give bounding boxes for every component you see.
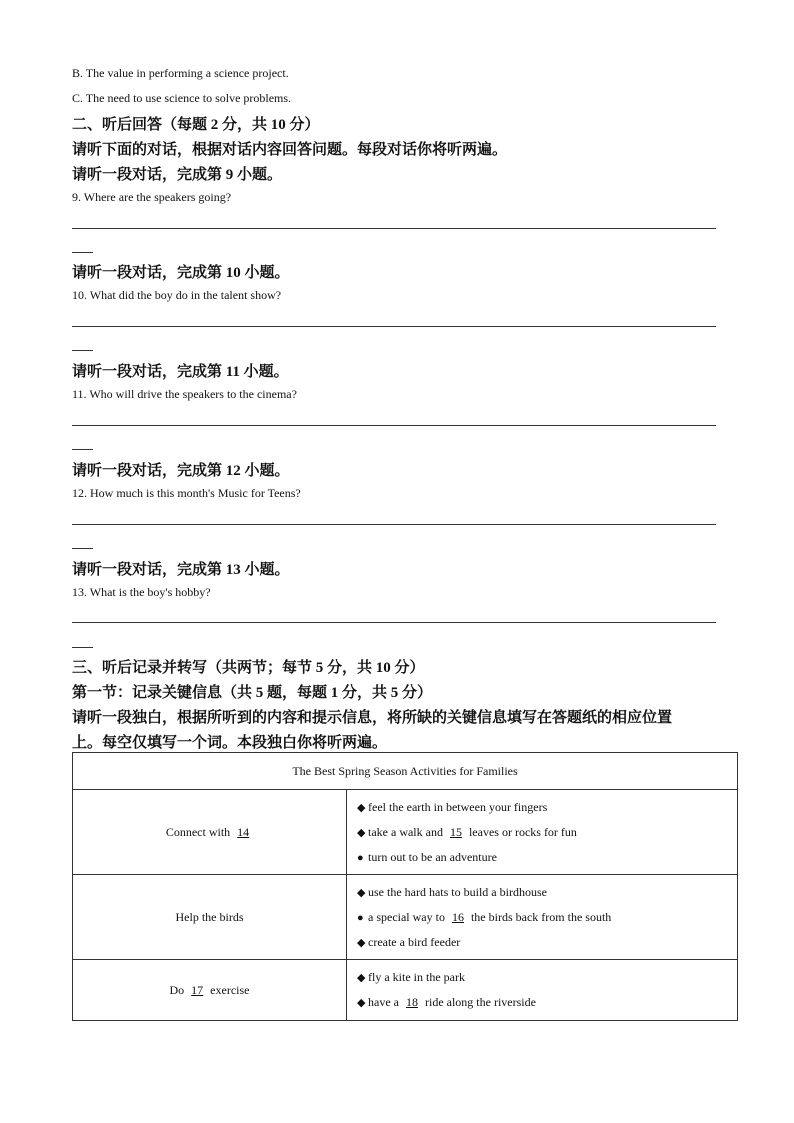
table-title: The Best Spring Season Activities for Families xyxy=(73,753,738,790)
answer-line-end xyxy=(72,350,93,351)
bullet-item: ◆ create a bird feeder xyxy=(357,930,737,955)
bullet-item: ● a special way to 16 the birds back from the south xyxy=(357,905,737,930)
option-c: C. The need to use science to solve problems. xyxy=(72,91,292,105)
details-cell xyxy=(347,875,738,960)
answer-line-end xyxy=(72,252,93,253)
bullet-item: ◆ use the hard hats to build a birdhouse xyxy=(357,880,737,905)
activity-cell: Do 17 exercise xyxy=(73,960,347,1021)
answer-line-end xyxy=(72,449,93,450)
diamond-bullet-icon: ◆ xyxy=(357,972,366,984)
part3-heading: 三、听后记录并转写（共两节；每节 5 分，共 10 分） xyxy=(72,660,425,676)
activity-cell: Connect with 14 xyxy=(73,790,347,875)
diamond-bullet-icon: ◆ xyxy=(357,886,366,899)
table-row xyxy=(73,875,738,960)
question-prompt: 请听一段对话，完成第 10 小题。 xyxy=(72,265,290,281)
section1-heading: 第一节：记录关键信息（共 5 题，每题 1 分，共 5 分） xyxy=(72,685,433,701)
question-text: 11. Who will drive the speakers to the cinema? xyxy=(72,387,297,401)
blank-14[interactable]: 14 xyxy=(237,824,250,839)
diamond-bullet-icon: ◆ xyxy=(357,936,366,949)
answer-line-end xyxy=(72,647,93,648)
part3-instruction-line1: 请听一段独白，根据所听到的内容和提示信息，将所缺的关键信息填写在答题纸的相应位置 xyxy=(72,710,673,726)
diamond-bullet-icon: ◆ xyxy=(357,801,366,814)
question-prompt: 请听一段对话，完成第 11 小题。 xyxy=(72,364,289,380)
question-prompt: 请听一段对话，完成第 13 小题。 xyxy=(72,562,290,578)
circle-bullet-icon: ● xyxy=(357,851,364,864)
question-text: 9. Where are the speakers going? xyxy=(72,190,232,204)
part2-heading: 二、听后回答（每题 2 分，共 10 分） xyxy=(72,117,320,133)
table-row xyxy=(73,960,738,1021)
bullet-item: ◆ fly a kite in the park xyxy=(357,965,737,990)
table-row xyxy=(73,790,738,875)
question-text: 10. What did the boy do in the talent show? xyxy=(72,288,282,302)
bullet-item: ◆ take a walk and 15 leaves or rocks for fun xyxy=(357,820,737,845)
part3-instruction-line2: 上。每空仅填写一个词。本段独白你将听两遍。 xyxy=(72,735,388,751)
key-info-table xyxy=(72,752,738,1021)
diamond-bullet-icon: ◆ xyxy=(357,826,366,839)
blank-15[interactable]: 15 xyxy=(449,824,462,839)
activity-cell: Help the birds xyxy=(73,875,347,960)
option-b: B. The value in performing a science project. xyxy=(72,66,289,80)
answer-line[interactable] xyxy=(72,326,716,327)
blank-16[interactable]: 16 xyxy=(451,909,464,924)
answer-line-end xyxy=(72,548,93,549)
details-cell xyxy=(347,960,738,1021)
blank-17[interactable]: 17 xyxy=(191,982,204,997)
circle-bullet-icon: ● xyxy=(357,911,364,924)
answer-line[interactable] xyxy=(72,425,716,426)
answer-line[interactable] xyxy=(72,228,716,229)
part2-instruction: 请听下面的对话，根据对话内容回答问题。每段对话你将听两遍。 xyxy=(72,142,508,158)
answer-line[interactable] xyxy=(72,524,716,525)
blank-18[interactable]: 18 xyxy=(405,995,418,1009)
bullet-item: ◆ have a 18 ride along the riverside xyxy=(357,990,737,1015)
answer-line[interactable] xyxy=(72,622,716,623)
diamond-bullet-icon: ◆ xyxy=(357,997,366,1009)
question-prompt: 请听一段对话，完成第 9 小题。 xyxy=(72,167,283,183)
question-prompt: 请听一段对话，完成第 12 小题。 xyxy=(72,463,290,479)
bullet-item: ● turn out to be an adventure xyxy=(357,845,737,870)
bullet-item: ◆ feel the earth in between your fingers xyxy=(357,795,737,820)
question-text: 13. What is the boy's hobby? xyxy=(72,585,211,599)
question-text: 12. How much is this month's Music for Teens? xyxy=(72,486,301,500)
details-cell xyxy=(347,790,738,875)
